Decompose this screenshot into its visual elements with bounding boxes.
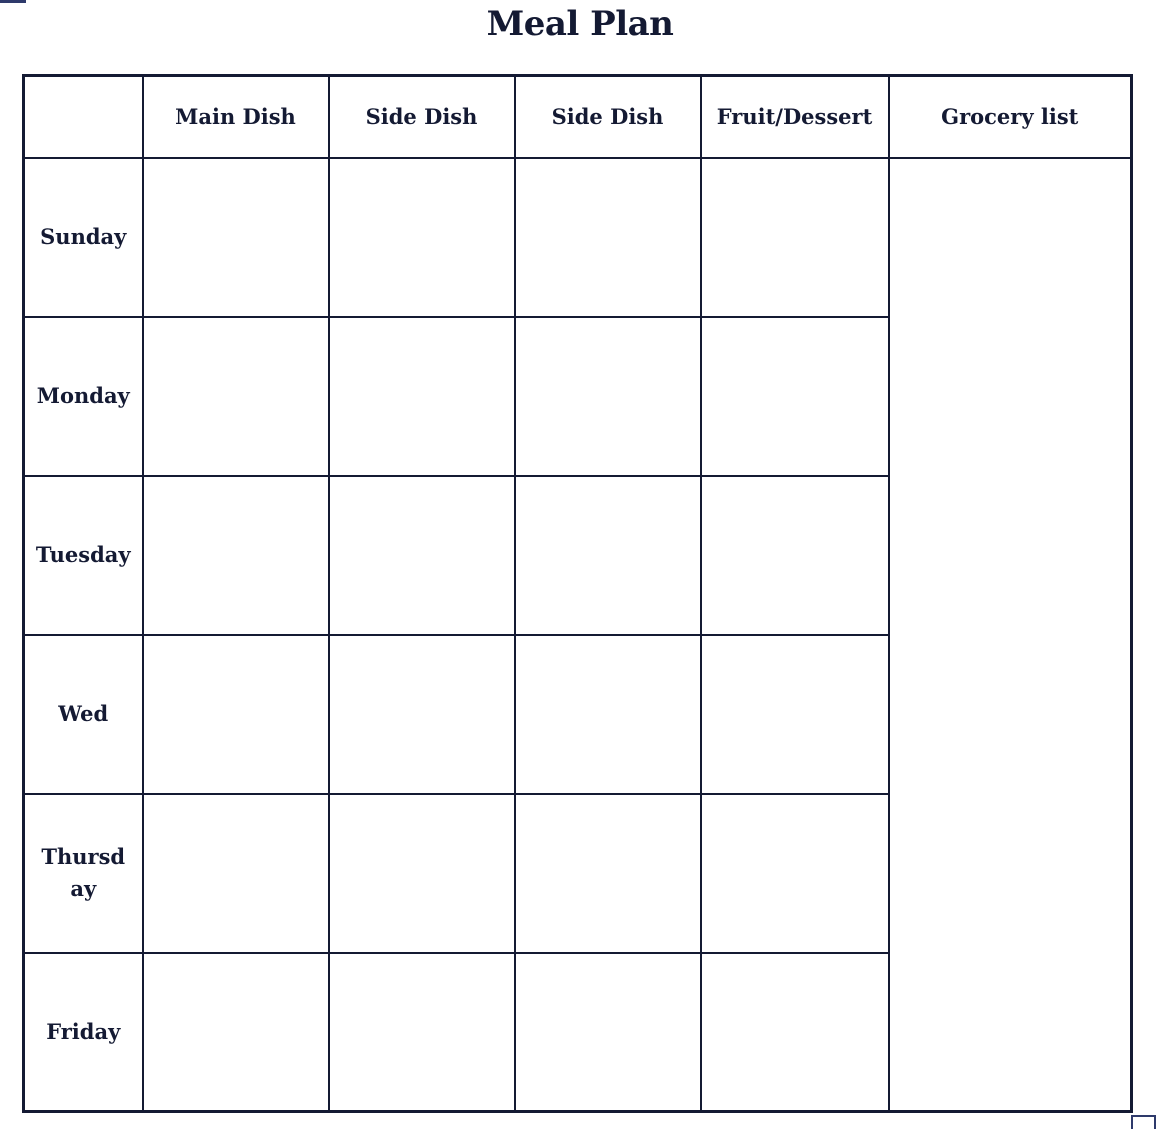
side-dish-cell[interactable] bbox=[515, 953, 701, 1112]
header-side-dish-1: Side Dish bbox=[329, 76, 515, 158]
row-label-monday: Monday bbox=[24, 317, 143, 476]
corner-mark bbox=[0, 0, 26, 3]
side-dish-cell[interactable] bbox=[515, 317, 701, 476]
fruit-dessert-cell[interactable] bbox=[701, 635, 889, 794]
row-label-tuesday: Tuesday bbox=[24, 476, 143, 635]
header-main-dish: Main Dish bbox=[143, 76, 329, 158]
side-dish-cell[interactable] bbox=[329, 635, 515, 794]
row-label-wed: Wed bbox=[24, 635, 143, 794]
header-grocery-list: Grocery list bbox=[889, 76, 1132, 158]
side-dish-cell[interactable] bbox=[329, 158, 515, 317]
resize-handle[interactable] bbox=[1131, 1115, 1156, 1129]
fruit-dessert-cell[interactable] bbox=[701, 953, 889, 1112]
side-dish-cell[interactable] bbox=[329, 317, 515, 476]
side-dish-cell[interactable] bbox=[329, 476, 515, 635]
header-side-dish-2: Side Dish bbox=[515, 76, 701, 158]
main-dish-cell[interactable] bbox=[143, 635, 329, 794]
header-fruit-dessert: Fruit/Dessert bbox=[701, 76, 889, 158]
fruit-dessert-cell[interactable] bbox=[701, 158, 889, 317]
side-dish-cell[interactable] bbox=[515, 476, 701, 635]
row-label-sunday: Sunday bbox=[24, 158, 143, 317]
fruit-dessert-cell[interactable] bbox=[701, 317, 889, 476]
side-dish-cell[interactable] bbox=[329, 953, 515, 1112]
main-dish-cell[interactable] bbox=[143, 794, 329, 953]
meal-plan-table bbox=[22, 74, 1133, 1113]
table-row bbox=[24, 158, 1132, 317]
side-dish-cell[interactable] bbox=[515, 635, 701, 794]
header-cell-corner bbox=[24, 76, 143, 158]
main-dish-cell[interactable] bbox=[143, 158, 329, 317]
fruit-dessert-cell[interactable] bbox=[701, 794, 889, 953]
side-dish-cell[interactable] bbox=[515, 794, 701, 953]
row-label-thursday: Thursday bbox=[24, 794, 143, 953]
main-dish-cell[interactable] bbox=[143, 317, 329, 476]
side-dish-cell[interactable] bbox=[515, 158, 701, 317]
fruit-dessert-cell[interactable] bbox=[701, 476, 889, 635]
side-dish-cell[interactable] bbox=[329, 794, 515, 953]
main-dish-cell[interactable] bbox=[143, 476, 329, 635]
row-label-friday: Friday bbox=[24, 953, 143, 1112]
main-dish-cell[interactable] bbox=[143, 953, 329, 1112]
grocery-list-cell[interactable] bbox=[889, 158, 1132, 1112]
page-title: Meal Plan bbox=[486, 4, 674, 44]
table-header-row bbox=[24, 76, 1132, 158]
